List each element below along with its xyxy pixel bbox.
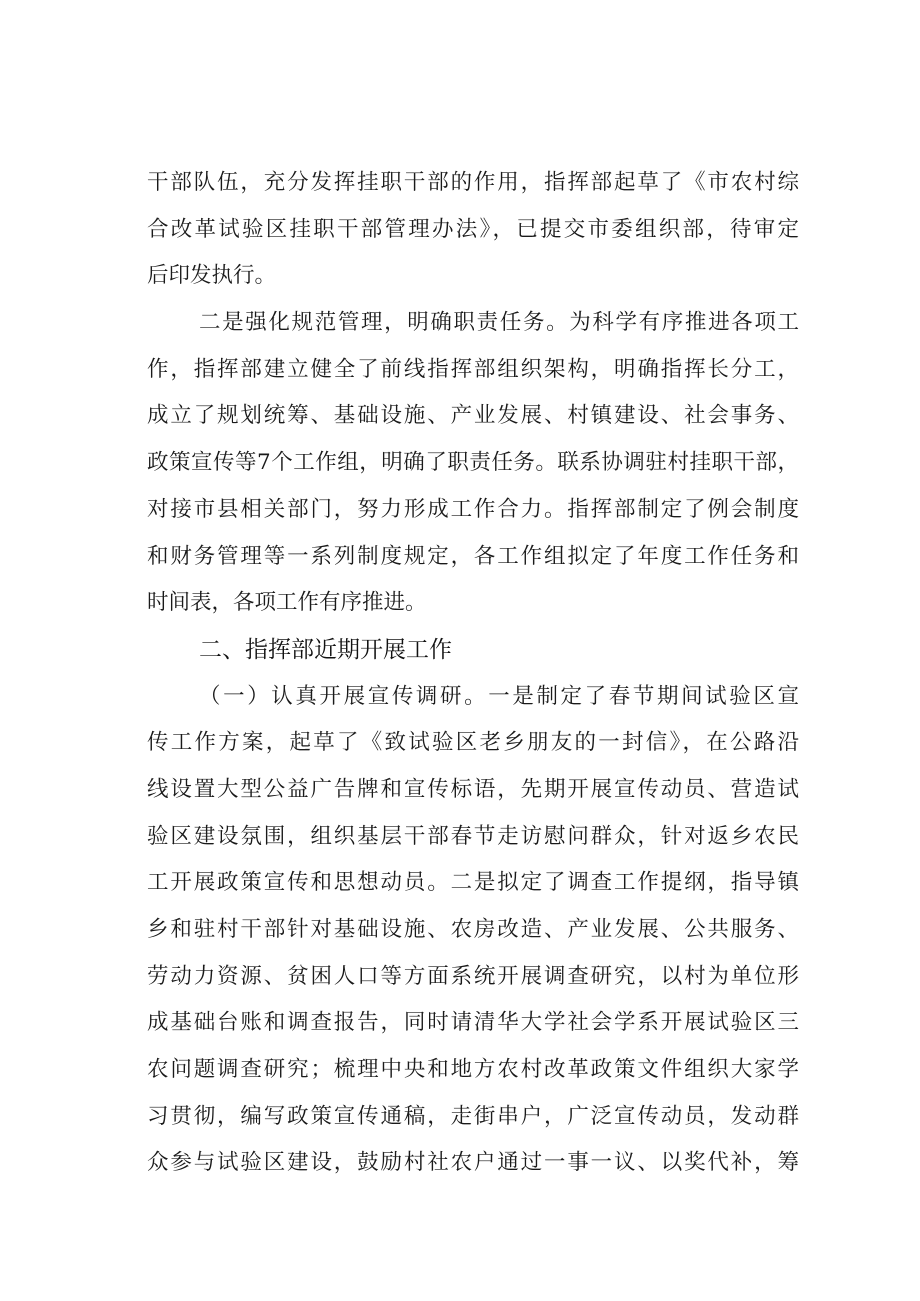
paragraph-line: 传工作方案，起草了《致试验区老乡朋友的一封信》，在公路沿 bbox=[147, 730, 799, 756]
paragraph-line: 成立了规划统筹、基础设施、产业发展、村镇建设、社会事务、 bbox=[147, 403, 799, 429]
paragraph-line: 时间表，各项工作有序推进。 bbox=[147, 590, 427, 616]
paragraph-line: 线设置大型公益广告牌和宣传标语，先期开展宣传动员、营造试 bbox=[147, 776, 799, 802]
paragraph-line: 劳动力资源、贫困人口等方面系统开展调查研究，以村为单位形 bbox=[147, 963, 799, 989]
paragraph-line: 验区建设氛围，组织基层干部春节走访慰问群众，针对返乡农民 bbox=[147, 823, 799, 849]
paragraph-line: 众参与试验区建设，鼓励村社农户通过一事一议、以奖代补，筹 bbox=[147, 1150, 799, 1176]
paragraph-line: 工开展政策宣传和思想动员。二是拟定了调查工作提纲，指导镇 bbox=[147, 870, 799, 896]
paragraph-line: 对接市县相关部门，努力形成工作合力。指挥部制定了例会制度 bbox=[147, 496, 799, 522]
paragraph-line: 二是强化规范管理，明确职责任务。为科学有序推进各项工 bbox=[199, 310, 799, 336]
paragraph-line: 后印发执行。 bbox=[147, 263, 277, 289]
paragraph-line: （一）认真开展宣传调研。一是制定了春节期间试验区宣 bbox=[199, 683, 799, 709]
paragraph-line: 作，指挥部建立健全了前线指挥部组织架构，明确指挥长分工， bbox=[147, 356, 799, 382]
paragraph-line: 习贯彻，编写政策宣传通稿，走街串户，广泛宣传动员，发动群 bbox=[147, 1103, 799, 1129]
paragraph-line: 成基础台账和调查报告，同时请清华大学社会学系开展试验区三 bbox=[147, 1010, 799, 1036]
paragraph-line: 合改革试验区挂职干部管理办法》，已提交市委组织部，待审定 bbox=[147, 216, 799, 242]
paragraph-line: 和财务管理等一系列制度规定，各工作组拟定了年度工作任务和 bbox=[147, 543, 799, 569]
paragraph-line: 农问题调查研究；梳理中央和地方农村改革政策文件组织大家学 bbox=[147, 1057, 799, 1083]
paragraph-line: 干部队伍，充分发挥挂职干部的作用，指挥部起草了《市农村综 bbox=[147, 170, 799, 195]
paragraph-line: 乡和驻村干部针对基础设施、农房改造、产业发展、公共服务、 bbox=[147, 917, 799, 942]
section-heading: 二、指挥部近期开展工作 bbox=[199, 636, 452, 663]
paragraph-line: 政策宣传等7个工作组，明确了职责任务。联系协调驻村挂职干部， bbox=[147, 450, 799, 476]
document-body bbox=[147, 160, 799, 1187]
